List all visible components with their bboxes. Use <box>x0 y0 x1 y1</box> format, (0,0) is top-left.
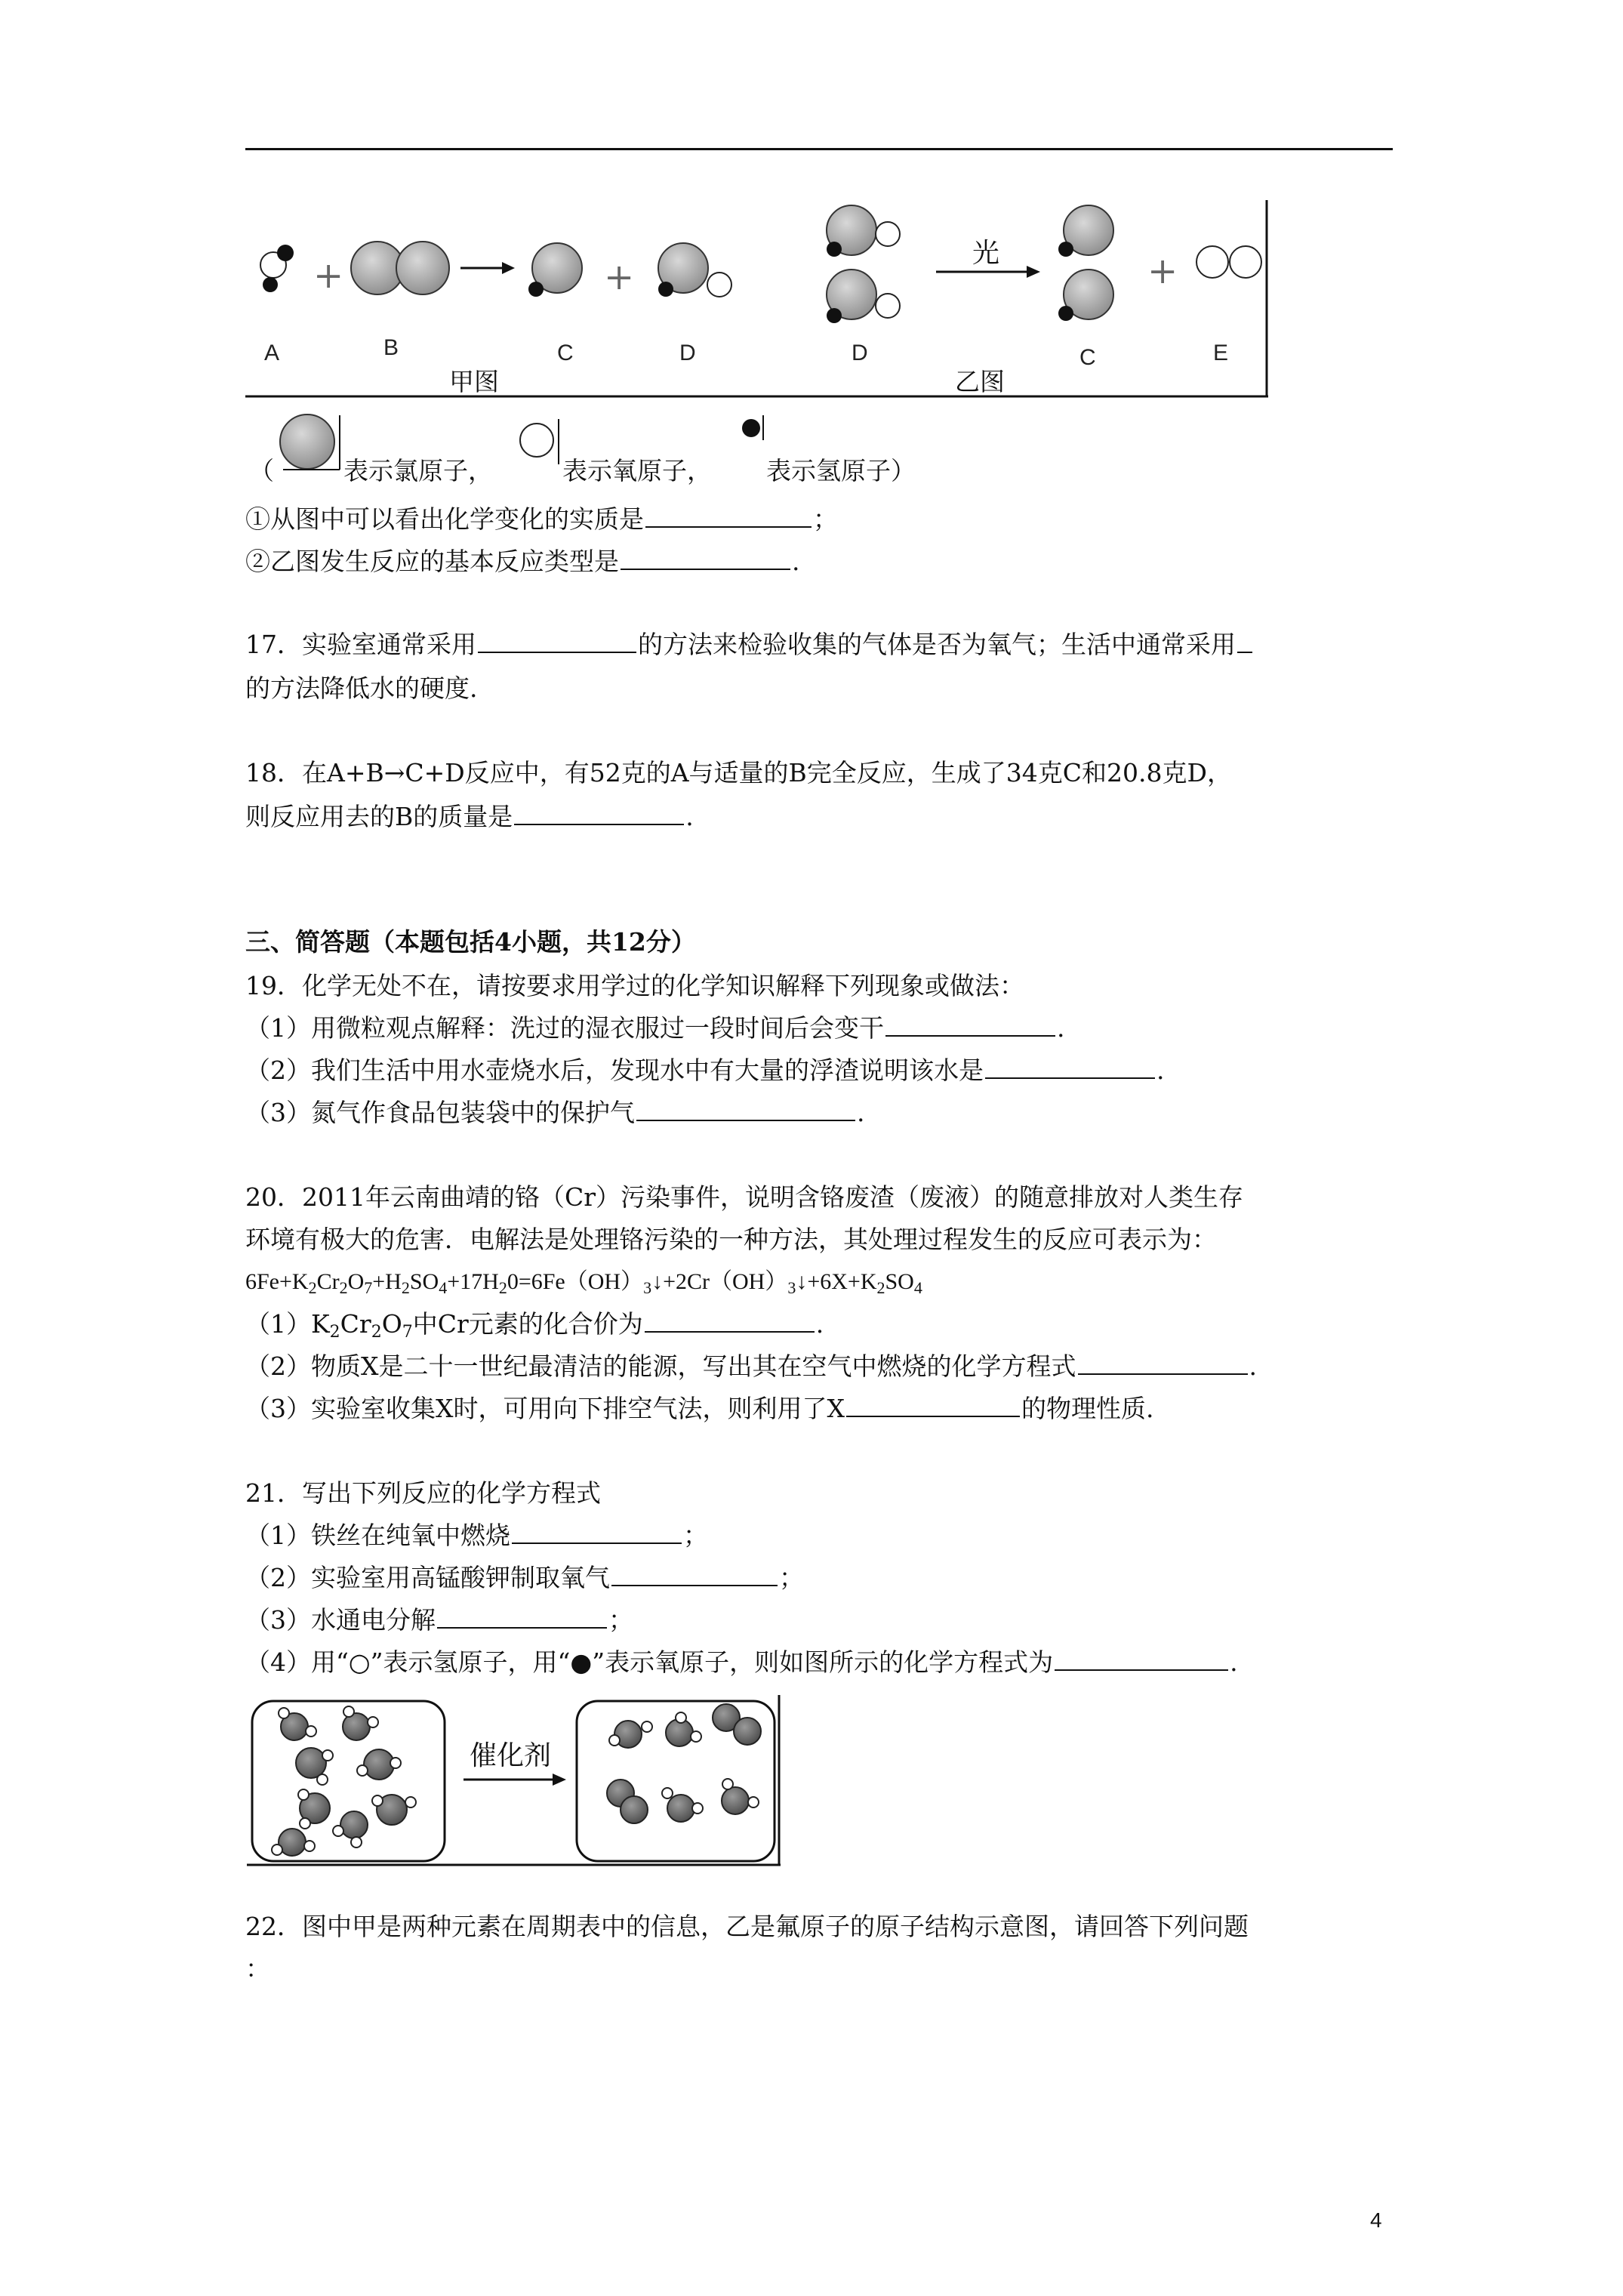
reaction-diagram-jia-yi <box>242 193 1283 408</box>
label-B: B <box>383 335 399 360</box>
q19-part3: （3）氮气作食品包装袋中的保护气 . <box>245 1098 865 1127</box>
q21-part2: （2）实验室用高锰酸钾制取氧气 ； <box>245 1563 804 1592</box>
label-D: D <box>679 341 696 365</box>
q19-stem: 19．化学无处不在，请按要求用学过的化学知识解释下列现象或做法： <box>245 971 1024 1000</box>
plus-sign: + <box>1147 250 1178 292</box>
molecule-E <box>1196 246 1261 278</box>
q20-part2: （2）物质X是二十一世纪最清洁的能源，写出其在空气中燃烧的化学方程式 . <box>245 1351 1257 1381</box>
molecule-D <box>658 243 731 297</box>
label-C: C <box>1079 345 1096 370</box>
q22-line1: 22．图中甲是两种元素在周期表中的信息，乙是氟原子的原子结构示意图，请回答下列问题 <box>245 1912 1249 1941</box>
legend-hydrogen: 表示氢原子） <box>766 456 916 485</box>
catalyst-label: 催化剂 <box>470 1740 552 1771</box>
q20-line2: 环境有极大的危害．电解法是处理铬污染的一种方法，其处理过程发生的反应可表示为： <box>245 1225 1217 1254</box>
q18-line2: 则反应用去的B的质量是 . <box>245 802 694 831</box>
q20-equation: $6Fe+K_2Cr_2O_7+H_2SO_4+17H_20=6Fe(OH)_3↓+2Cr(OH)_3↓+6X+K_2SO_4$ <box>245 1269 922 1297</box>
q21-part4: （4）用“○”表示氢原子，用“●”表示氧原子，则如图所示的化学方程式为 . <box>245 1647 1238 1677</box>
legend-open: （ <box>249 456 274 485</box>
molecule-D-bottom <box>827 270 900 323</box>
label-C: C <box>557 341 574 365</box>
chlorine-atom-icon <box>280 415 340 470</box>
molecule-B <box>351 242 449 294</box>
page-number: 4 <box>1370 2208 1382 2232</box>
molecule-C-bottom <box>1058 270 1113 321</box>
q22-line2: ： <box>245 1954 270 1983</box>
section-title: 三、简答题（本题包括4小题，共12分） <box>245 927 696 957</box>
q21-part1: （1）铁丝在纯氧中燃烧 ； <box>245 1521 708 1550</box>
caption-yi: 乙图 <box>955 367 1005 396</box>
q20-line1: 20．2011年云南曲靖的铬（Cr）污染事件，说明含铬废渣（废液）的随意排放对人类生存 <box>245 1182 1243 1212</box>
q18-line1: 18．在A+B→C+D反应中，有52克的A与适量的B完全反应，生成了34克C和20.8克D， <box>245 758 1232 787</box>
legend-chlorine: 表示氯原子， <box>343 456 493 485</box>
label-E: E <box>1213 341 1229 365</box>
label-D: D <box>852 341 868 365</box>
q16-part2: ②乙图发生反应的基本反应类型是 . <box>245 547 800 576</box>
q17-line1: 17．实验室通常采用 的方法来检验收集的气体是否为氧气；生活中通常采用 <box>245 628 1254 661</box>
q16-part1: ①从图中可以看出化学变化的实质是 ； <box>245 504 838 534</box>
q17-line2: 的方法降低水的硬度. <box>245 673 478 703</box>
plus-sign: + <box>313 254 344 297</box>
legend-oxygen: 表示氧原子， <box>562 456 712 485</box>
q20-part1: $(1)K_2Cr_2O_7$中Cr元素的化合价为 . <box>245 1309 824 1342</box>
q19-part2: （2）我们生活中用水壶烧水后，发现水中有大量的浮渣说明该水是 . <box>245 1056 1165 1085</box>
q19-part1: （1）用微粒观点解释：洗过的湿衣服过一段时间后会变干 . <box>245 1013 1065 1043</box>
caption-jia: 甲图 <box>449 367 499 396</box>
q21-stem: 21．写出下列反应的化学方程式 <box>245 1478 601 1508</box>
header-rule <box>245 148 1393 150</box>
molecule-D-top <box>827 205 900 257</box>
plus-sign: + <box>604 256 635 298</box>
q20-part3: （3）实验室收集X时，可用向下排空气法，则利用了X 的物理性质. <box>245 1394 1154 1423</box>
hydrogen-atom-icon <box>742 415 763 440</box>
molecule-C <box>528 243 582 297</box>
oxygen-atom-icon <box>520 419 559 464</box>
q21-part3: （3）水通电分解 ； <box>245 1605 633 1635</box>
light-label: 光 <box>972 238 1000 269</box>
label-A: A <box>264 341 280 365</box>
water-decomposition-diagram <box>243 1695 787 1869</box>
molecule-C-top <box>1058 205 1113 257</box>
molecule-A <box>260 245 294 292</box>
